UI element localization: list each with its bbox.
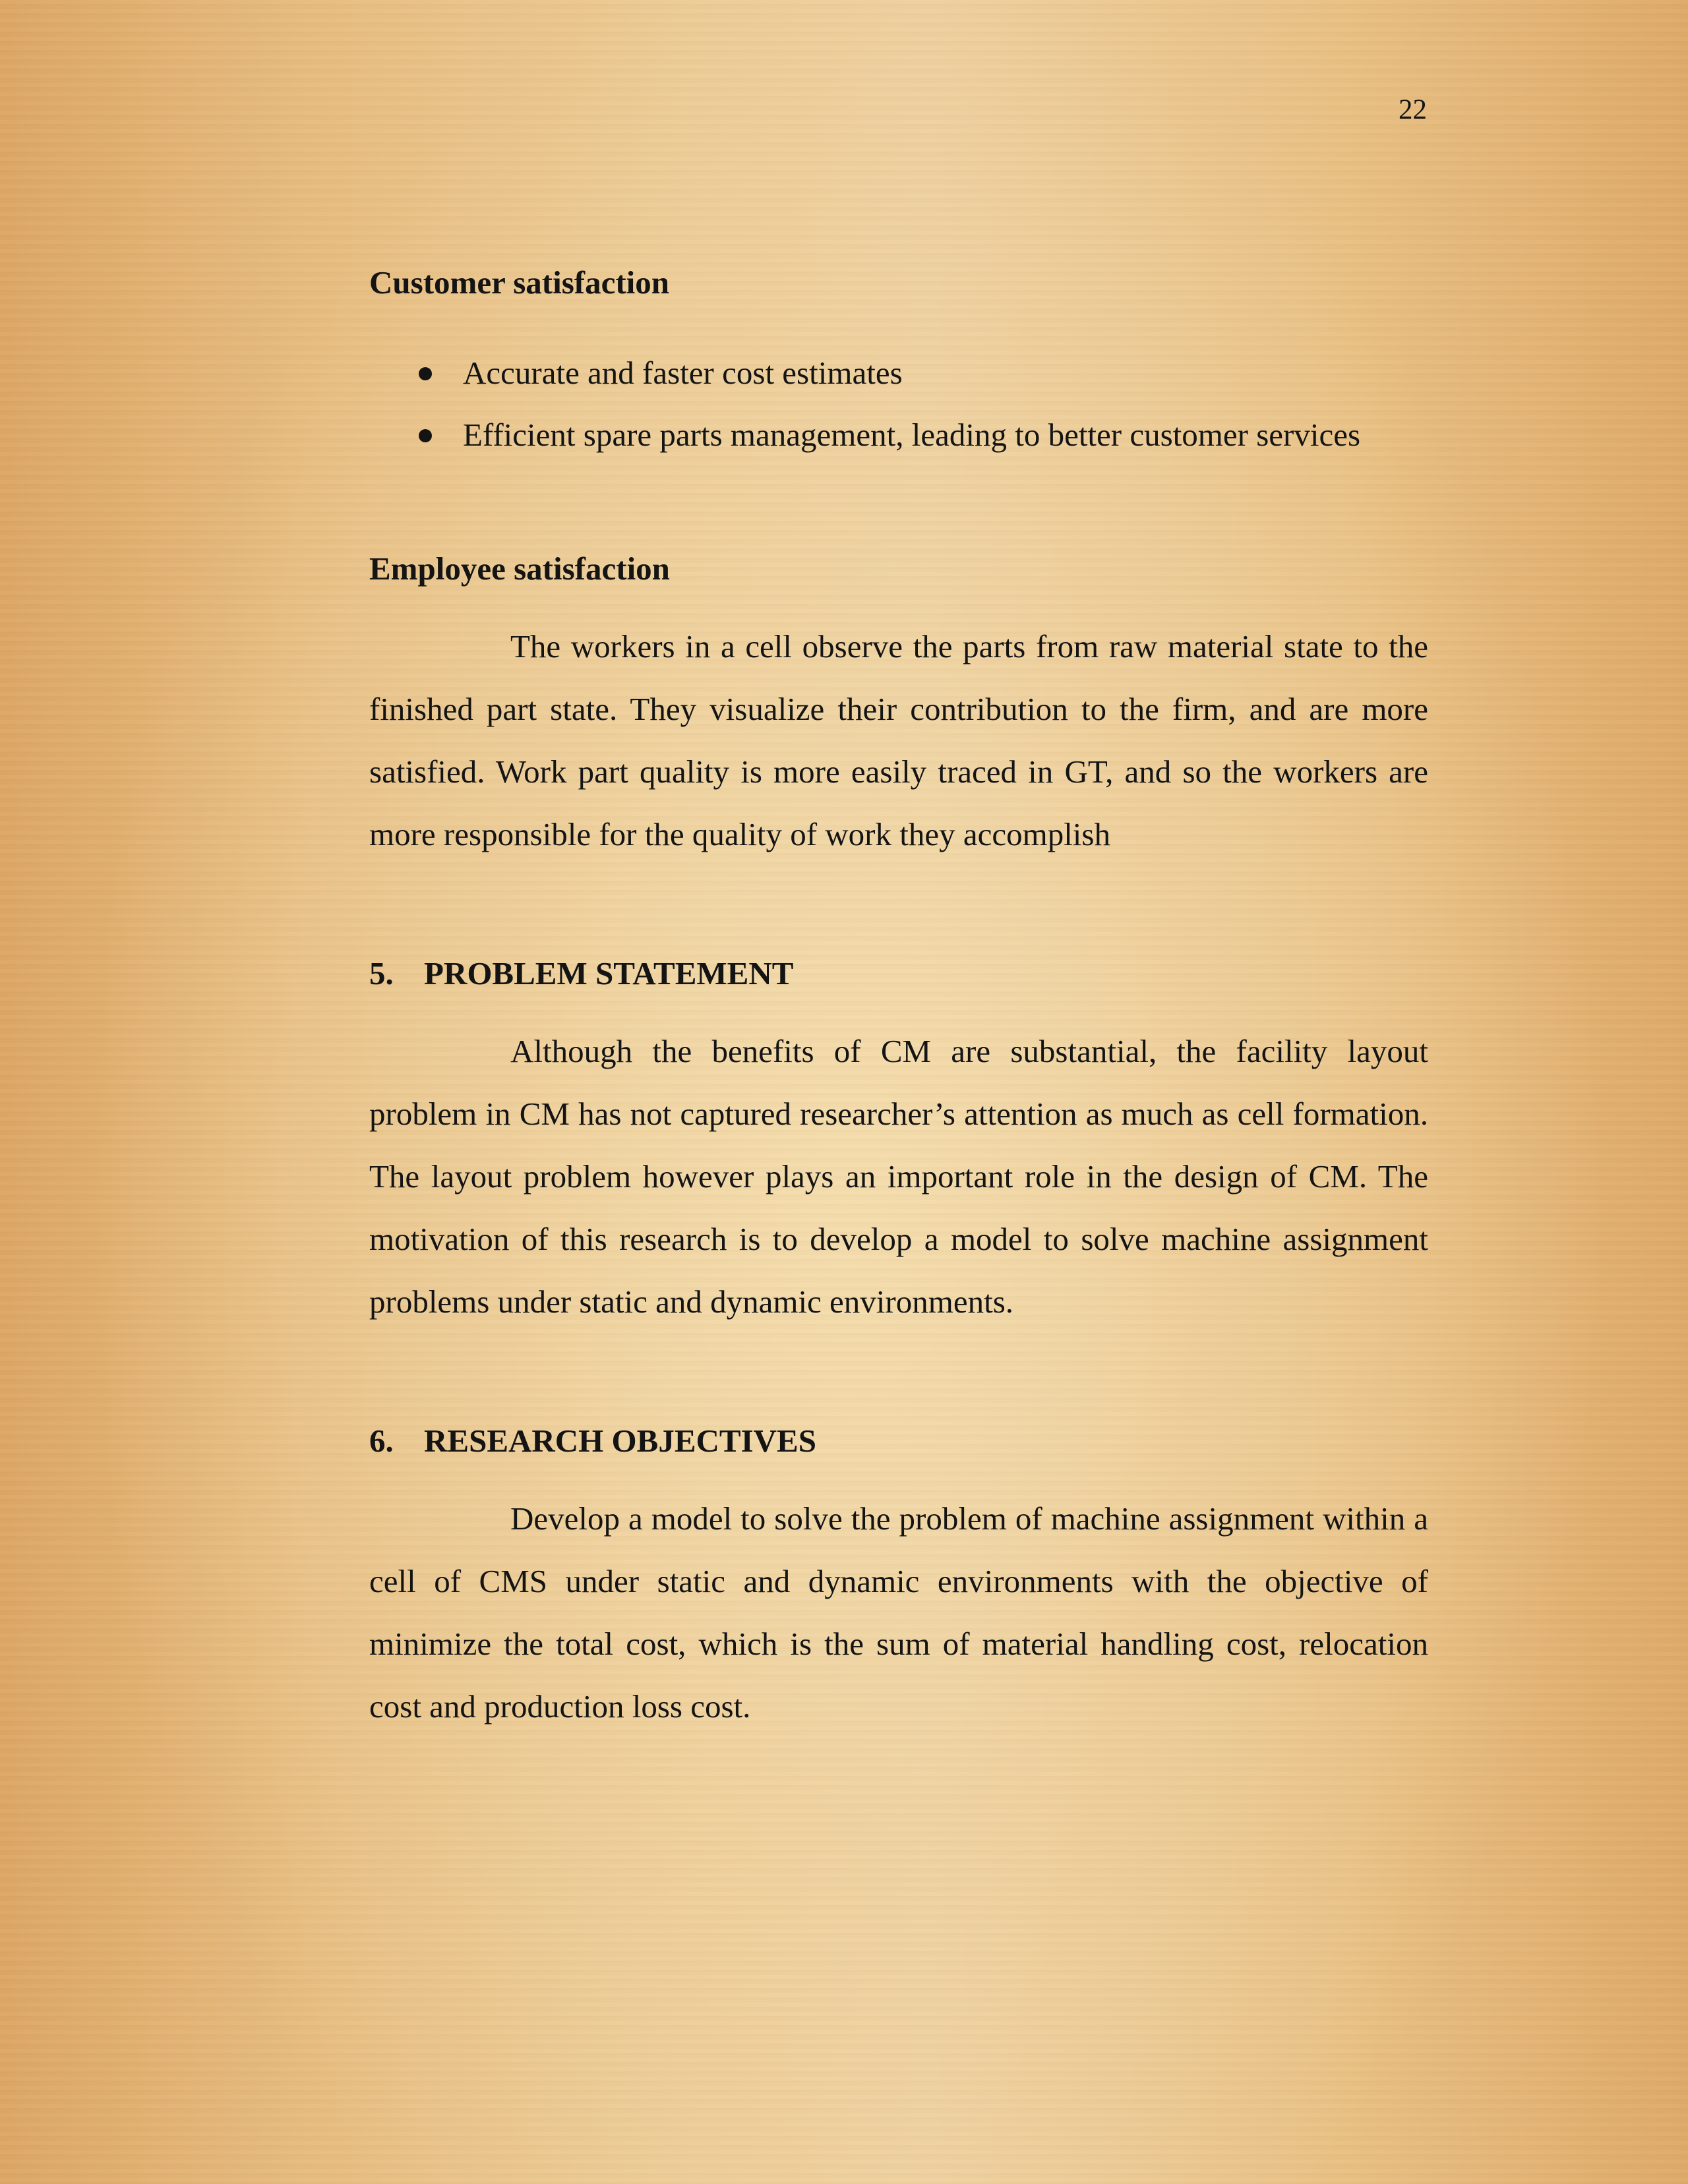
customer-satisfaction-heading: Customer satisfaction — [369, 264, 670, 301]
page-number: 22 — [1399, 94, 1427, 125]
customer-satisfaction-list — [369, 342, 1428, 466]
bullet-icon — [419, 367, 432, 380]
research-objectives-heading — [369, 1417, 1428, 1465]
list-item — [369, 404, 1428, 466]
section-title: RESEARCH OBJECTIVES — [424, 1423, 816, 1459]
page-content — [369, 259, 1428, 1738]
section-number: 5. — [369, 955, 394, 991]
list-item — [369, 342, 1428, 404]
section-number: 6. — [369, 1423, 394, 1459]
problem-statement-paragraph: Although the benefits of CM are substantial, the facility layout problem in CM has not captured researcher’s attention as much as cell formation. The layout problem however plays an important role in the design of CM. The motivation of this research is to develop a model to solve machine assignment problems under static and dynamic environments. — [369, 1033, 1428, 1320]
research-objectives-paragraph: Develop a model to solve the problem of machine assignment within a cell of CMS under static and dynamic environments with the objective of minimize the total cost, which is the sum of material handling cost, relocation cost and production loss cost. — [369, 1500, 1428, 1725]
list-item-text: Accurate and faster cost estimates — [463, 355, 903, 391]
employee-satisfaction-paragraph: The workers in a cell observe the parts from raw material state to the finished part state. They visualize their contribution to the firm, and are more satisfied. Work part quality is more easily traced in GT, and so the workers are more responsible for the quality of work they accomplish — [369, 628, 1428, 852]
section-title: PROBLEM STATEMENT — [424, 955, 794, 991]
problem-statement-heading — [369, 950, 1428, 997]
employee-satisfaction-heading: Employee satisfaction — [369, 550, 670, 587]
list-item-text: Efficient spare parts management, leading to better customer services — [463, 417, 1361, 453]
bullet-icon — [419, 429, 432, 442]
